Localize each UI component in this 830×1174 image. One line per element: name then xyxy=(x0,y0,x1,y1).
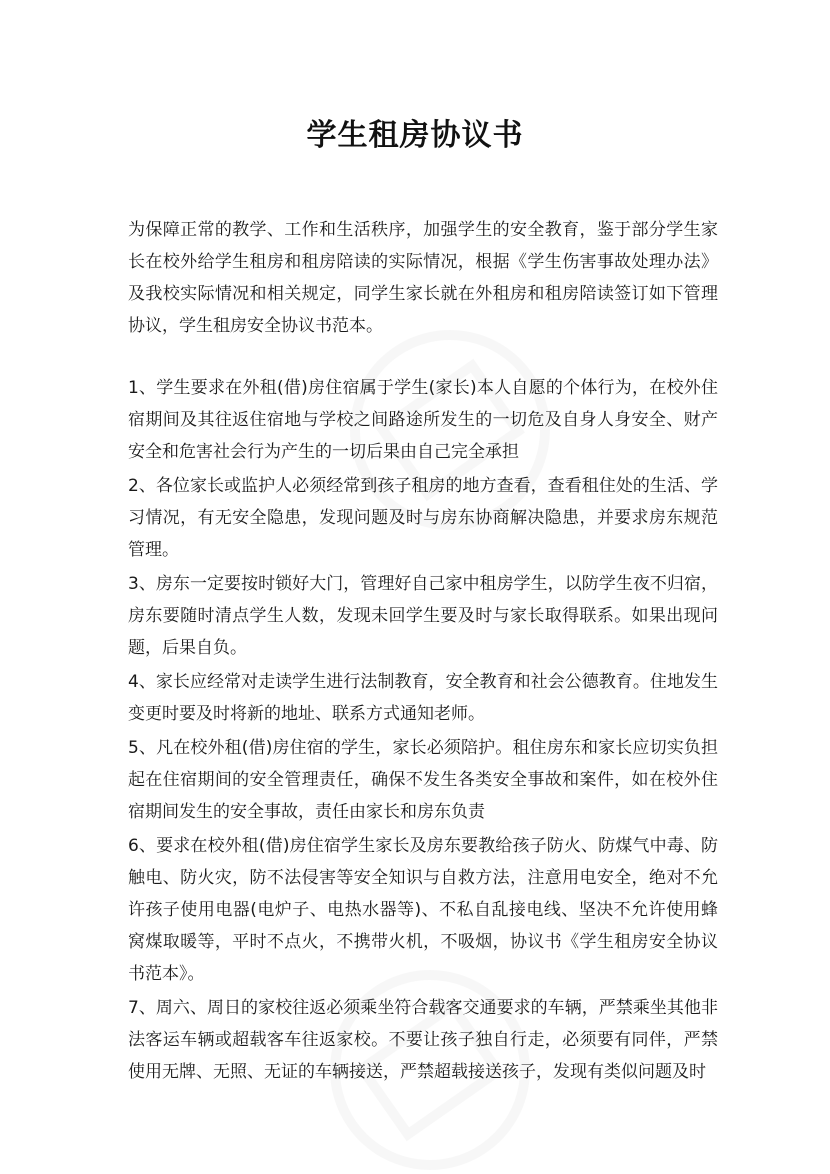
clause-item: 6、要求在校外租(借)房住宿学生家长及房东要教给孩子防火、防煤气中毒、防触电、防火灾，防不法侵害等安全知识与自救方法，注意用电安全，绝对不允许孩子使用电器(电炉子、电热水器等)、不私自乱接电线、坚决不允许使用蜂窝煤取暖等，平时不点火，不携带火机，不吸烟，协议书《学生租房安全协议书范本》。 xyxy=(128,836,718,984)
clause-item: 1、学生要求在外租(借)房住宿属于学生(家长)本人自愿的个体行为，在校外住宿期间及其往返住宿地与学校之间路途所发生的一切危及自身人身安全、财产安全和危害社会行为产生的一切后果由自己完全承担 xyxy=(128,378,718,462)
clause-item: 2、各位家长或监护人必须经常到孩子租房的地方查看，查看租住处的生活、学习情况，有无安全隐患，发现问题及时与房东协商解决隐患，并要求房东规范管理。 xyxy=(128,476,718,560)
clause-item: 4、家长应经常对走读学生进行法制教育，安全教育和社会公德教育。住地发生变更时要及时将新的地址、联系方式通知老师。 xyxy=(128,672,718,724)
clause-item: 7、周六、周日的家校往返必须乘坐符合载客交通要求的车辆，严禁乘坐其他非法客运车辆或超载客车往返家校。不要让孩子独自行走，必须要有同伴，严禁使用无牌、无照、无证的车辆接送，严禁超载接送孩子，发现有类似问题及时 xyxy=(128,998,718,1082)
clause-item: 3、房东一定要按时锁好大门，管理好自己家中租房学生，以防学生夜不归宿，房东要随时清点学生人数，发现未回学生要及时与家长取得联系。如果出现问题，后果自负。 xyxy=(128,574,718,658)
clause-item: 5、凡在校外租(借)房住宿的学生，家长必须陪护。租住房东和家长应切实负担起在住宿期间的安全管理责任，确保不发生各类安全事故和案件，如在校外住宿期间发生的安全事故，责任由家长和房东负责 xyxy=(128,738,718,822)
clause-list xyxy=(128,372,718,1090)
intro-paragraph: 为保障正常的教学、工作和生活秩序，加强学生的安全教育，鉴于部分学生家长在校外给学生租房和租房陪读的实际情况，根据《学生伤害事故处理办法》及我校实际情况和相关规定，同学生家长就在外租房和租房陪读签订如下管理协议，学生租房安全协议书范本。 xyxy=(128,220,718,336)
page-title: 学生租房协议书 xyxy=(306,118,524,153)
